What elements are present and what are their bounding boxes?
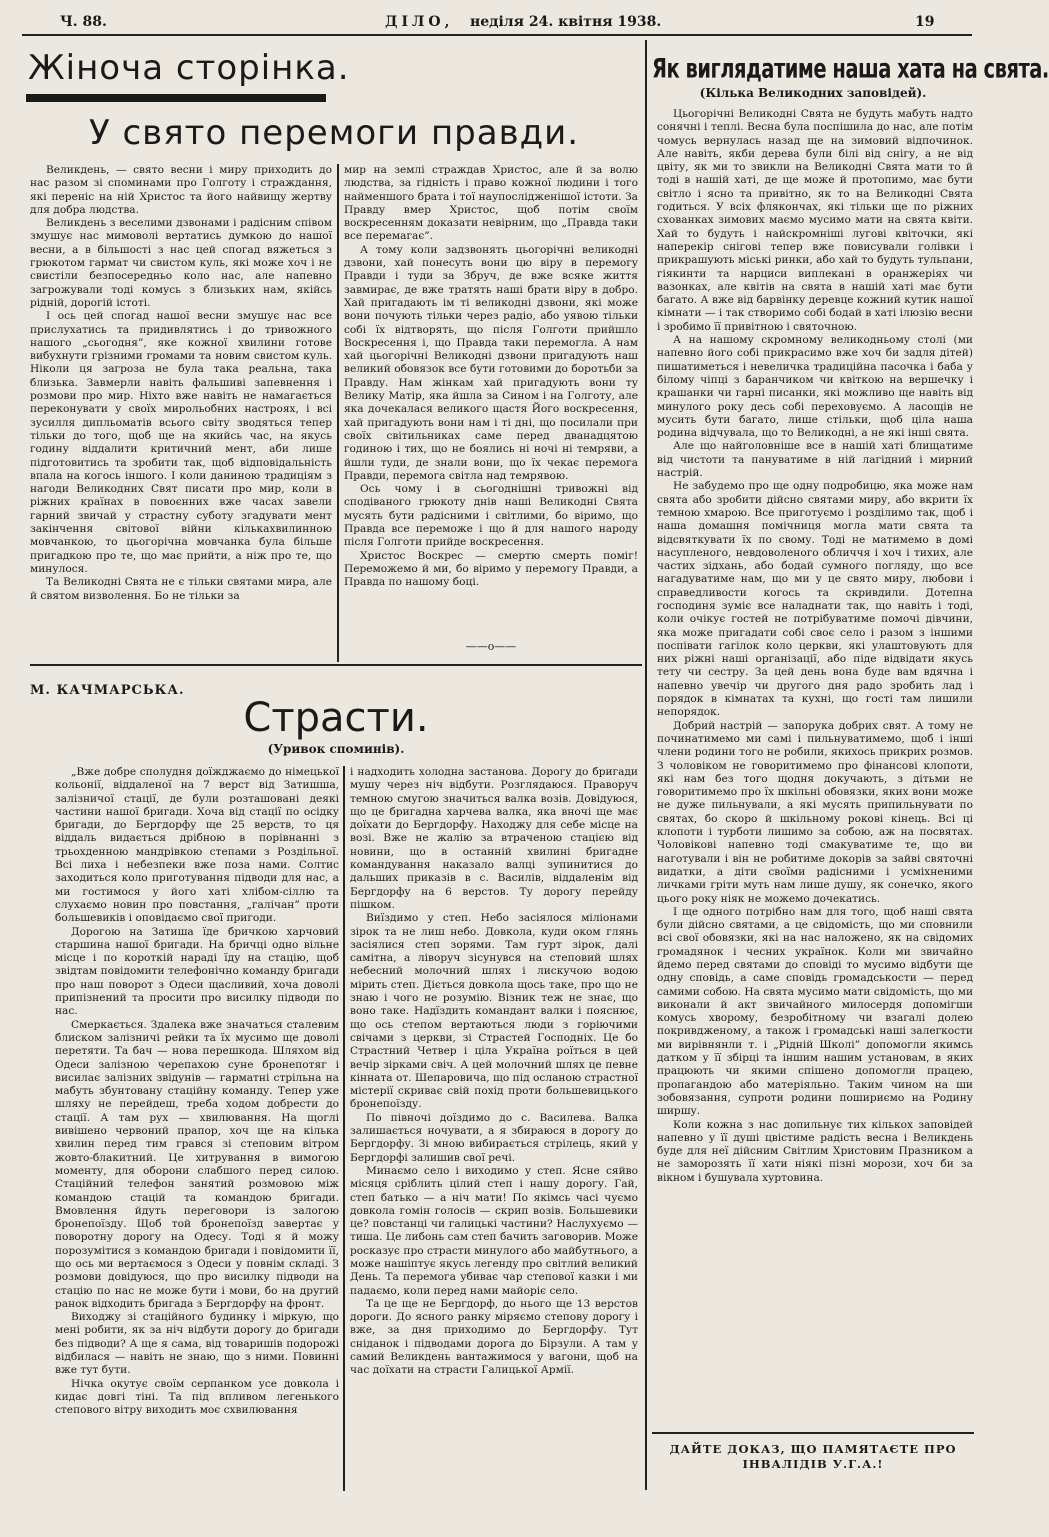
womens-article-col1 <box>30 164 332 659</box>
article-paragraph: мир на землі страждав Христос, але й за волю людства, за гідність і право кожної людини і того найменшого брата і тої наупослідженішої істоти. За Правду вмер Христос, щоб потім своїм воскресенням доказати невірним, що „Правда таки все перемагає”. <box>344 164 638 243</box>
section-divider <box>30 664 642 666</box>
article-paragraph: Цьогорічні Великодні Свята не будуть мабуть надто сонячні і теплі. Весна була поспішила до нас, але потім чомусь вернулась назад ще на зимовий відпочинок. Але навіть, якби дерева були білі від снігу, а не від цвіту, як ми то звикли на Великодні Свята мати то й тоді в нашій хаті, де ще може й протопимо, має бути світло і ясно та привітно, як то на Великодні Свята годиться. У всіх флякончах, які тільки ще по ріжних схованках зимових маємо мусимо мати на свята квіти. Хай то будуть і найскромніші лугові квіточки, які наперекір снігові тепер вже повисували голівки і прикрашують міські ринки, або хай то будуть тульпани, гіякинти та нарциси виплекані в оранжеріях чи вазонках, але квітів на свята в нашій хаті має бути багато. А вже від барвінку деревце кожний кутик нашої кімнати — і так створимо собі бодай в хаті ілюзію весни і зробимо її привітною і святочною. <box>657 108 973 333</box>
article-paragraph: Але що найголовніше все в нашій хаті блищатиме від чистоти та пануватиме в ній лагідний і мирний настрій. <box>657 440 973 480</box>
column-divider <box>337 164 339 662</box>
article-paragraph: Коли кожна з нас допильнує тих кількох заповідей напевно у її душі цвістиме радість весна і Великдень буде для неї дійсним Світлим Христовим Празником а не заморозять її хати ніякі пізні морози, хоч би за вікном і бушувала хуртовина. <box>657 1118 973 1184</box>
strasti-title: Страсти. <box>243 695 429 741</box>
article-paragraph: А тому коли задзвонять цьогорічні великодні дзвони, хай понесуть вони цю віру в перемогу Правди і туди за Збруч, де вже всяке життя завмирає, де вже тратять наші брати віру в добро. Хай пригадають ім ті великодні дзвони, які може вони почують тільки через радіо, або уявою тільки собі їх відтворять, що після Голготи прийшло Воскресення і, що Правда таки перемогла. А нам хай цьогорічні Великодні дзвони пригадують наш великий обовязок все бути готовими до боротьби за Правду. Нам жінкам хай пригадують вони ту Велику Матір, яка йшла за Сином і на Голготу, але яка дочекалася великого щастя Його воскресення, хай пригадують вони нам і ті дні, що посилали при своїх світильниках саме перед дванадцятою годиною і тих, що не боялись ні ночі ні темряви, а йшли туди, де знали вони, що їх чекає перемога Правди, перемога світла над темрявою. <box>344 243 638 482</box>
section-title-underline <box>26 94 326 102</box>
womens-article-col2 <box>344 164 638 644</box>
appeal-divider <box>652 1432 974 1434</box>
article-paragraph: Виходжу зі стаційного будинку і міркую, що мені робити, як за ніч відбути дорогу до бригади без підводи? А ще я сама, від товаришів подорожі відбилася — навіть не знаю, що з ними. Повинні вже тут бути. <box>55 1311 339 1377</box>
article-paragraph: По півночі доїздимо до с. Василева. Валка залишається ночувати, а я збираюся в дорогу до Бергдорфу. Зі мною вибирається стрілець, який у Бергдорфі залишив свої речі. <box>350 1111 638 1164</box>
newspaper-name: ДІЛО, <box>385 14 454 30</box>
article-paragraph: Великдень, — свято весни і миру приходить до нас разом зі споминами про Голготу і страждання, які переніс на ній Христос та його найвищу жертву для добра людства. <box>30 164 332 216</box>
header-rule <box>22 34 972 36</box>
article-paragraph: Та це ще не Бергдорф, до нього ще 13 верстов дороги. До ясного ранку міряємо степову дорогу і вже, за дня приходимо до Бергдорфу. Тут сніданок і підводами дорога до Бірзули. А там у самий Великдень вантажимося у вагони, щоб на час доїхати на страсти Галицької Армії. <box>350 1297 638 1377</box>
article-paragraph: Нічка окутує своїм серпанком усе довкола і кидає довгі тіні. Та під впливом легенького степового вітру виходить моє схвилювання <box>55 1377 339 1417</box>
article-paragraph: І ще одного потрібно нам для того, щоб наші свята були дійсно святами, а це свідомість, що ми сповнили всі свої обовязки, які на нас наложено, як на свідомих громадянок і чесних українок. Коли ми звичайно йдемо перед святами до сповіді то мусимо відбути ще одну сповідь, а саме сповідь громадськости — перед самими собою. На свята мусимо мати свідомість, що ми виконали й акт звичайного милосердя допомігши комусь хворому, безробітному чи взагалі долею покривдженому, а також і громадські наші залегкости ми вирівнянли т. і „Рідній Школі” допомогли якимсь датком у її збірці та іншим нашим установам, в яких працюють чи якими спішено допомогли працею, пропагандою або матеріяльно. Таким чином на ши зобовязання, супроти родини пошириємо на Родину ширшу. <box>657 905 973 1118</box>
article-paragraph: Та Великодні Свята не є тільки святами мира, але й святом визволення. Бо не тільки за <box>30 576 332 602</box>
section-title: Жіноча сторінка. <box>28 48 350 88</box>
strasti-subtitle: (Уривок споминів). <box>267 742 405 756</box>
issue-date: неділя 24. квітня 1938. <box>470 14 662 30</box>
column-divider <box>645 40 647 1490</box>
article-paragraph: Великдень з веселими дзвонами і радісним співом змушує нас мимоволі вертатись думкою до нашої весни, а в більшості з нас цей спогад вяжеться з грюкотом гармат чи свистом куль, які може хоч і не свистіли безпосередньо коло нас, але напевно загрожували тоді комусь з близьких нам, якійсь рідній, дорогій істоті. <box>30 217 332 309</box>
holiday-subtitle: (Кілька Великодних заповідей). <box>699 86 927 100</box>
holiday-headline: Як виглядатиме наша хата на свята. <box>652 53 1049 85</box>
article-paragraph: Добрий настрій — запорука добрих свят. А тому не починатимемо ми самі і пильнуватимемо, щоб і інші члени родини того не робили, якихось прикрих розмов. З чоловіком не говоритимемо про фінансові клопоти, які нам без того щодня докучають, з дітьми не говоритимемо про їх шкільні обовязки, яких вони може не дуже пильнували, а які мусять припильнувати по святах, бо скоро й шкільному рокові кінець. Всі ці клопоти і турботи лишимо за собою, аж на посвятах. Чоловікові напевно тоді смакуватиме те, що ви наготували і він не робитиме докорів за зайві святочні видатки, а діти своїми радісними і усміхненими личками гріти муть нам лише душу, як сонечко, якого цього року ніяк не можемо дочекатись. <box>657 719 973 905</box>
article-paragraph: Христос Воскрес — смертю смерть поміг! Переможемо й ми, бо віримо у перемогу Правди, а Правда по нашому боці. <box>344 549 638 589</box>
article-paragraph: Не забудемо про ще одну подробицю, яка може нам свята або зробити дійсно святами миру, або вкрити їх темною хмарою. Все приготуємо і розділимо так, щоб і наша домашня помічниця могла мати свята та відсвяткувати їх по свому. Тоді не матимемо в домі насупленого, невдоволеного обличчя і хоч і тихих, але частих зідхань, або бодай сумного погляду, що все нагадуватиме нам, що ми у це свято миру, любови і справедливости когось та скривдили. Дотепна господиня зуміє все наладнати так, що навіть і тоді, коли очікує гостей не потрібуватиме помочі дівчини, яка може пригадати собі своє село і разом з іншими поспівати гагілок коло церкви, які улаштовують для них ріжні наші організації, або піде відвідати якусь тету чи сестру. За цей день вона буде вам вдячна і напевно увечір чи другого дня радо зробить лад і порядок в кімнатах та кухні, що гості там лишили непорядок. <box>657 480 973 719</box>
page-number: 19 <box>915 14 935 30</box>
article-paragraph: Виїздимо у степ. Небо засіялося міліонами зірок та не лиш небо. Довкола, куди оком глянь засіялися степ зорями. Там гурт зірок, далі самітна, а ліворуч зісунувся на степовий шлях небесний молочний шлях і лискучою водою мірить степ. Діється довкола щось таке, про що не знаю і чого не розумію. Візник теж не знає, що воно таке. Надїздить командант валки і пояснює, що ось степом вертаються люди з горіючими свічами з церкви, зі Страстей Господніх. Це бо Страстний Четвер і ціла Україна роїться в цей вечір зірками свіч. А цей молочний шлях це певне кінната от. Шепаровича, що під осланою страстної містерії скриває свій похід проти большевицького бронепоїзду. <box>350 912 638 1111</box>
article-paragraph: і надходить холодна застанова. Дорогу до бригади мушу через ніч відбути. Розглядаюся. Праворуч темною смугою значиться валка возів. Довідуюся, що це бригадна харчева валка, яка вночі ще має доїхати до Бергдорфу. Находжу для себе місце на возі. Вже не жалію за втраченою стацією від новини, що в останній хвилині бригадне командування наказало валці зупинитися до дальших приказів в с. Василів, віддаленім від Бергдорфу на 6 верстов. Ту дорогу перейду пішком. <box>350 766 638 911</box>
article-paragraph: І ось цей спогад нашої весни змушує нас все прислухатись та придивлятись і до тривожного нашого „сьогодня”, яке кожної хвилини готове вибухнути грізними громами та новим свистом куль. Ніколи ця загроза не була така реальна, така близька. Завмерли навіть фальшиві запевнення і розмови про мир. Ніхто вже навіть не намагається переконувати у своїх мирольобних настроях, і всі зусилля дипльоматів всього світу зводяться тепер тільки до того, щоб ще на якийсь час, на якусь годину віддалити критичний мент, аби лише підготовитись та зробити так, щоб відповідальність впала на когось іншого. І коли даниною традиціям з нагоди Великодних Свят писати про мир, коли в ріжних країнах в повоєнних вже часах завели гарний звичай у страстну суботу згадувати мент закінчення світової війни кількахвилинною мовчанкою, то цьогорічна мовчанка була більше пригадкою про те, що має прийти, а ніж про те, що минулося. <box>30 310 332 575</box>
issue-number: Ч. 88. <box>60 14 107 30</box>
article-paragraph: А на нашому скромному великодньому столі (ми напевно його собі прикрасимо вже хоч би задля дітей) пишатиметься і невеличка традиційна пасочка і баба у білому чіпці з баранчиком чи квіткою на вершечку і крашанки чи гарні писанки, які можливо ще навіть від минулого року десь собі переховуємо. А ласощів не мусить бути багато, лише стільки, щоб ціла наша родина відчувала, що то Великодні, а не які інші свята. <box>657 334 973 440</box>
article-author: М. КАЧМАРСЬКА. <box>30 683 185 698</box>
womens-headline: У свято перемоги правди. <box>88 113 580 153</box>
invalids-appeal: ДАЙТЕ ДОКАЗ, ЩО ПАМЯТАЄТЕ ПРО ІНВАЛІДІВ У.Г.А.! <box>669 1442 957 1471</box>
strasti-col1 <box>55 766 339 1491</box>
article-paragraph: „Вже добре сполудня доїжджаємо до німецької кольонії, віддаленої на 7 верст від Затишша, залізничої стації, де були розташовані деякі частини нашої бригади. Хоча від стації по осідку бригади, до Бергдорфу ще 25 верств, то ця віддаль видається дрібною в порівнанні з трьохденною мандрівкою степами з Роздільної. Всі лиха і небезпеки вже поза нами. Солтис заходиться коло приготування підводи для нас, а ми гостимося у його хаті хлібом-сіллю та слухаємо новин про повстання, „галічан” проти большевиків і оповідаємо свої пригоди. <box>55 766 339 925</box>
strasti-col2 <box>350 766 638 1491</box>
article-paragraph: Дорогою на Затиша їде бричкою харчовий старшина нашої бригади. На бричці одно вільне місце і по короткій нараді їду на стацію, щоб звідтам повідомити телефонічно команду бригади про наш поворот з Одеси щасливий, хоча доволі припізнений та просити про висилку підводи по нас. <box>55 925 339 1018</box>
article-paragraph: Смеркається. Здалека вже значаться сталевим блиском залізничі рейки та їх мусимо ще доволі перетяти. Та бач — нова перешкода. Шляхом від Одеси залізною черепахою суне бронепотяг і висилає залізних звідунів — гарматні стрільна на мабуть збунтовану стаційну команду. Тепер уже шляху не перейдеш, треба ходом добрести до стації. А там рух — хвилювання. На щоглі вивішено червоний прапор, хоч ще на кілька хвилин перед тим грався зі степовим вітром жовто-блакитний. Це хитрування в вимогою моменту, для оборони слабшого перед силою. Стаційний телефон занятий розмовою між командою стацій та командою бригади. Вмовлення йдуть переговори із залогою бронепоїзду. Щоб той бронепоїзд завертає у поворотну дорогу на Одесу. Тоді я й можу порозумітися з командою бригади і повідомити її, що ось ми вертаємося з Одеси у повнім складі. З розмови довідуюся, що про висилку підводи на стацію по нас не може бути і мови, бо на другий ранок відходить бригада з Бергдорфу на фронт. <box>55 1018 339 1310</box>
end-ornament: ——o—— <box>465 640 517 653</box>
article-paragraph: Минаємо село і виходимо у степ. Ясне сяйво місяця сріблить цілий степ і нашу дорогу. Гай, степ батько — а ніч мати! По якімсь часі чуємо довкола гомін голосів — скрип возів. Большевики це? повстанці чи галицькі частини? Наслухуємо — тиша. Це либонь сам степ бачить заговорив. Може росказує про страсти минулого або майбутнього, а може нашіптує якусь легенду про світлий великий День. Та перемога убиває чар степової казки і ми падаємо, коли перед нами майоріє село. <box>350 1164 638 1297</box>
article-paragraph: Ось чому і в сьогоднішні тривожні від сподіваного грюкоту днів наші Великодні Свята мусять бути радісними і світлими, бо віримо, що Правда все переможе і що й для нашого народу після Голготи прийде воскресення. <box>344 483 638 549</box>
holiday-article <box>657 108 973 1428</box>
column-divider <box>343 766 345 1491</box>
